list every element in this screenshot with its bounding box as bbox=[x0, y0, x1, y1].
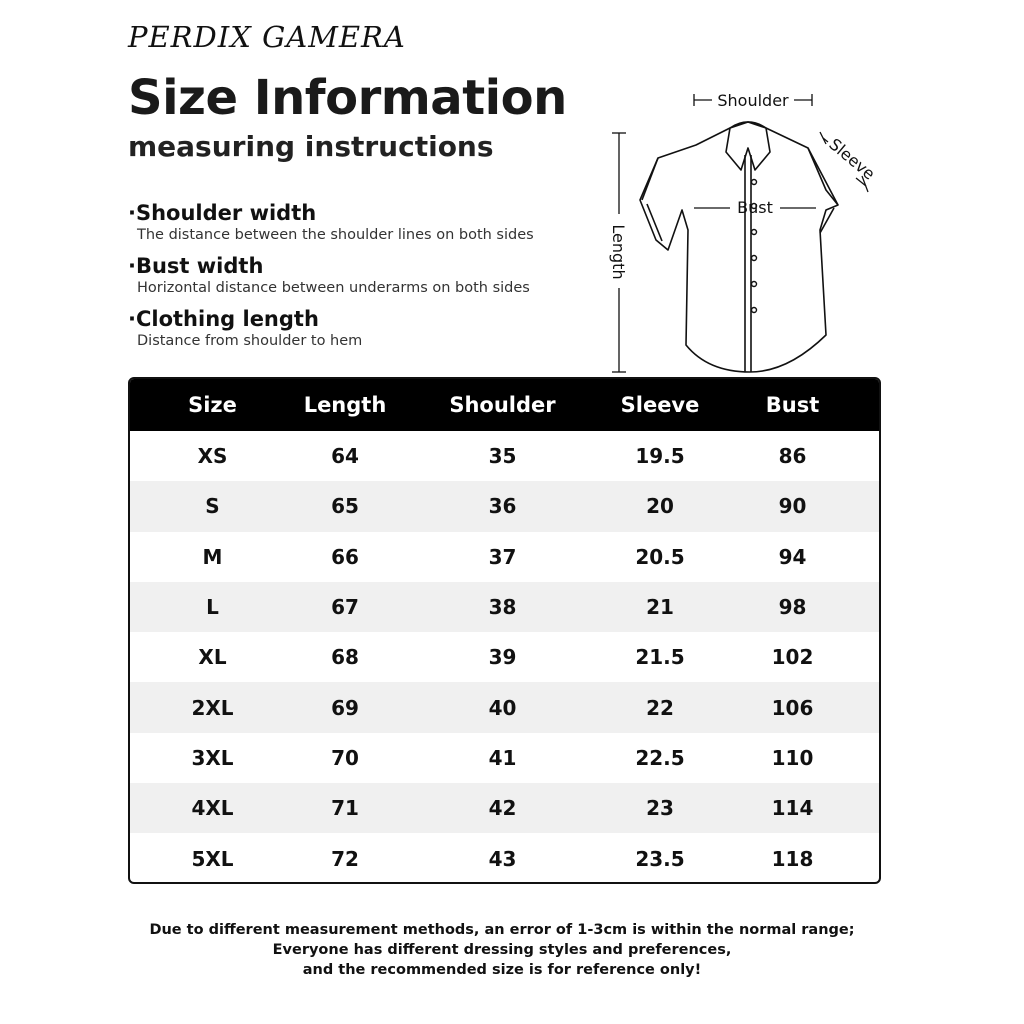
measurement-definitions bbox=[128, 200, 588, 359]
cell-length: 72 bbox=[331, 846, 359, 871]
cell-size: 3XL bbox=[191, 745, 234, 770]
cell-sleeve: 23 bbox=[646, 796, 674, 821]
cell-size: 5XL bbox=[191, 846, 234, 871]
cell-size: M bbox=[202, 544, 223, 569]
table-row bbox=[130, 582, 879, 632]
cell-length: 68 bbox=[331, 645, 359, 670]
short-sleeve-shirt-icon bbox=[640, 122, 838, 372]
definition-description: Horizontal distance between underarms on both sides bbox=[137, 280, 530, 296]
cell-bust: 102 bbox=[771, 645, 814, 670]
cell-sleeve: 22.5 bbox=[635, 745, 685, 770]
cell-size: XL bbox=[198, 645, 227, 670]
page-title: Size Information bbox=[128, 70, 567, 126]
cell-sleeve: 20 bbox=[646, 494, 674, 519]
cell-bust: 114 bbox=[771, 796, 814, 821]
cell-bust: 106 bbox=[771, 695, 814, 720]
cell-shoulder: 43 bbox=[488, 846, 517, 871]
cell-shoulder: 42 bbox=[488, 796, 517, 821]
definition-description: Distance from shoulder to hem bbox=[137, 333, 363, 349]
disclaimer-line: and the recommended size is for reference only! bbox=[302, 962, 702, 978]
definition-description: The distance between the shoulder lines on both sides bbox=[137, 227, 534, 243]
cell-shoulder: 36 bbox=[488, 494, 517, 519]
table-row bbox=[130, 833, 879, 883]
cell-size: 2XL bbox=[191, 695, 234, 720]
header-shoulder: Shoulder bbox=[449, 393, 556, 417]
definition-name: ·Clothing length bbox=[128, 307, 319, 331]
cell-shoulder: 39 bbox=[488, 645, 517, 670]
bust-label: Bust bbox=[737, 198, 773, 217]
cell-size: XS bbox=[197, 444, 228, 469]
cell-length: 69 bbox=[331, 695, 359, 720]
cell-shoulder: 40 bbox=[488, 695, 517, 720]
cell-bust: 86 bbox=[778, 444, 807, 469]
table-row bbox=[130, 532, 879, 582]
header-size: Size bbox=[188, 393, 237, 417]
table-row bbox=[130, 481, 879, 531]
header-length: Length bbox=[303, 393, 387, 417]
table-row bbox=[130, 431, 879, 481]
shoulder-label: Shoulder bbox=[717, 91, 789, 110]
definition-name: ·Shoulder width bbox=[128, 201, 317, 225]
header-bust: Bust bbox=[765, 393, 820, 417]
cell-shoulder: 35 bbox=[488, 444, 517, 469]
cell-sleeve: 20.5 bbox=[635, 544, 685, 569]
definition-length bbox=[128, 306, 588, 350]
cell-bust: 110 bbox=[771, 745, 814, 770]
cell-sleeve: 19.5 bbox=[635, 444, 685, 469]
shirt-measurement-diagram bbox=[598, 80, 888, 380]
table-row bbox=[130, 632, 879, 682]
cell-shoulder: 37 bbox=[488, 544, 517, 569]
definition-bust bbox=[128, 253, 588, 297]
cell-length: 70 bbox=[331, 745, 359, 770]
page-subtitle: measuring instructions bbox=[128, 130, 494, 163]
cell-sleeve: 21.5 bbox=[635, 645, 685, 670]
table-row bbox=[130, 733, 879, 783]
cell-size: S bbox=[205, 494, 220, 519]
disclaimer-note bbox=[0, 920, 1004, 980]
brand-logo-text: PERDIX GAMERA bbox=[128, 20, 406, 54]
cell-shoulder: 38 bbox=[488, 595, 517, 620]
cell-length: 71 bbox=[331, 796, 359, 821]
cell-length: 64 bbox=[331, 444, 359, 469]
cell-sleeve: 23.5 bbox=[635, 846, 685, 871]
header-sleeve: Sleeve bbox=[620, 393, 700, 417]
cell-length: 67 bbox=[331, 595, 359, 620]
definition-name: ·Bust width bbox=[128, 254, 264, 278]
length-label: Length bbox=[609, 224, 628, 280]
disclaimer-line: Due to different measurement methods, an error of 1-3cm is within the normal range; bbox=[149, 922, 855, 938]
cell-sleeve: 22 bbox=[646, 695, 674, 720]
cell-size: 4XL bbox=[191, 796, 234, 821]
cell-bust: 118 bbox=[771, 846, 814, 871]
cell-bust: 94 bbox=[778, 544, 807, 569]
definition-shoulder bbox=[128, 200, 588, 244]
sleeve-label: Sleeve bbox=[825, 134, 879, 184]
cell-length: 66 bbox=[331, 544, 359, 569]
size-chart-table bbox=[128, 377, 881, 884]
cell-bust: 90 bbox=[778, 494, 807, 519]
table-row bbox=[130, 783, 879, 833]
cell-sleeve: 21 bbox=[646, 595, 674, 620]
cell-bust: 98 bbox=[778, 595, 807, 620]
disclaimer-line: Everyone has different dressing styles and preferences, bbox=[272, 942, 732, 958]
table-row bbox=[130, 682, 879, 732]
cell-shoulder: 41 bbox=[488, 745, 517, 770]
cell-length: 65 bbox=[331, 494, 359, 519]
cell-size: L bbox=[206, 595, 219, 620]
table-header-row bbox=[130, 379, 879, 431]
